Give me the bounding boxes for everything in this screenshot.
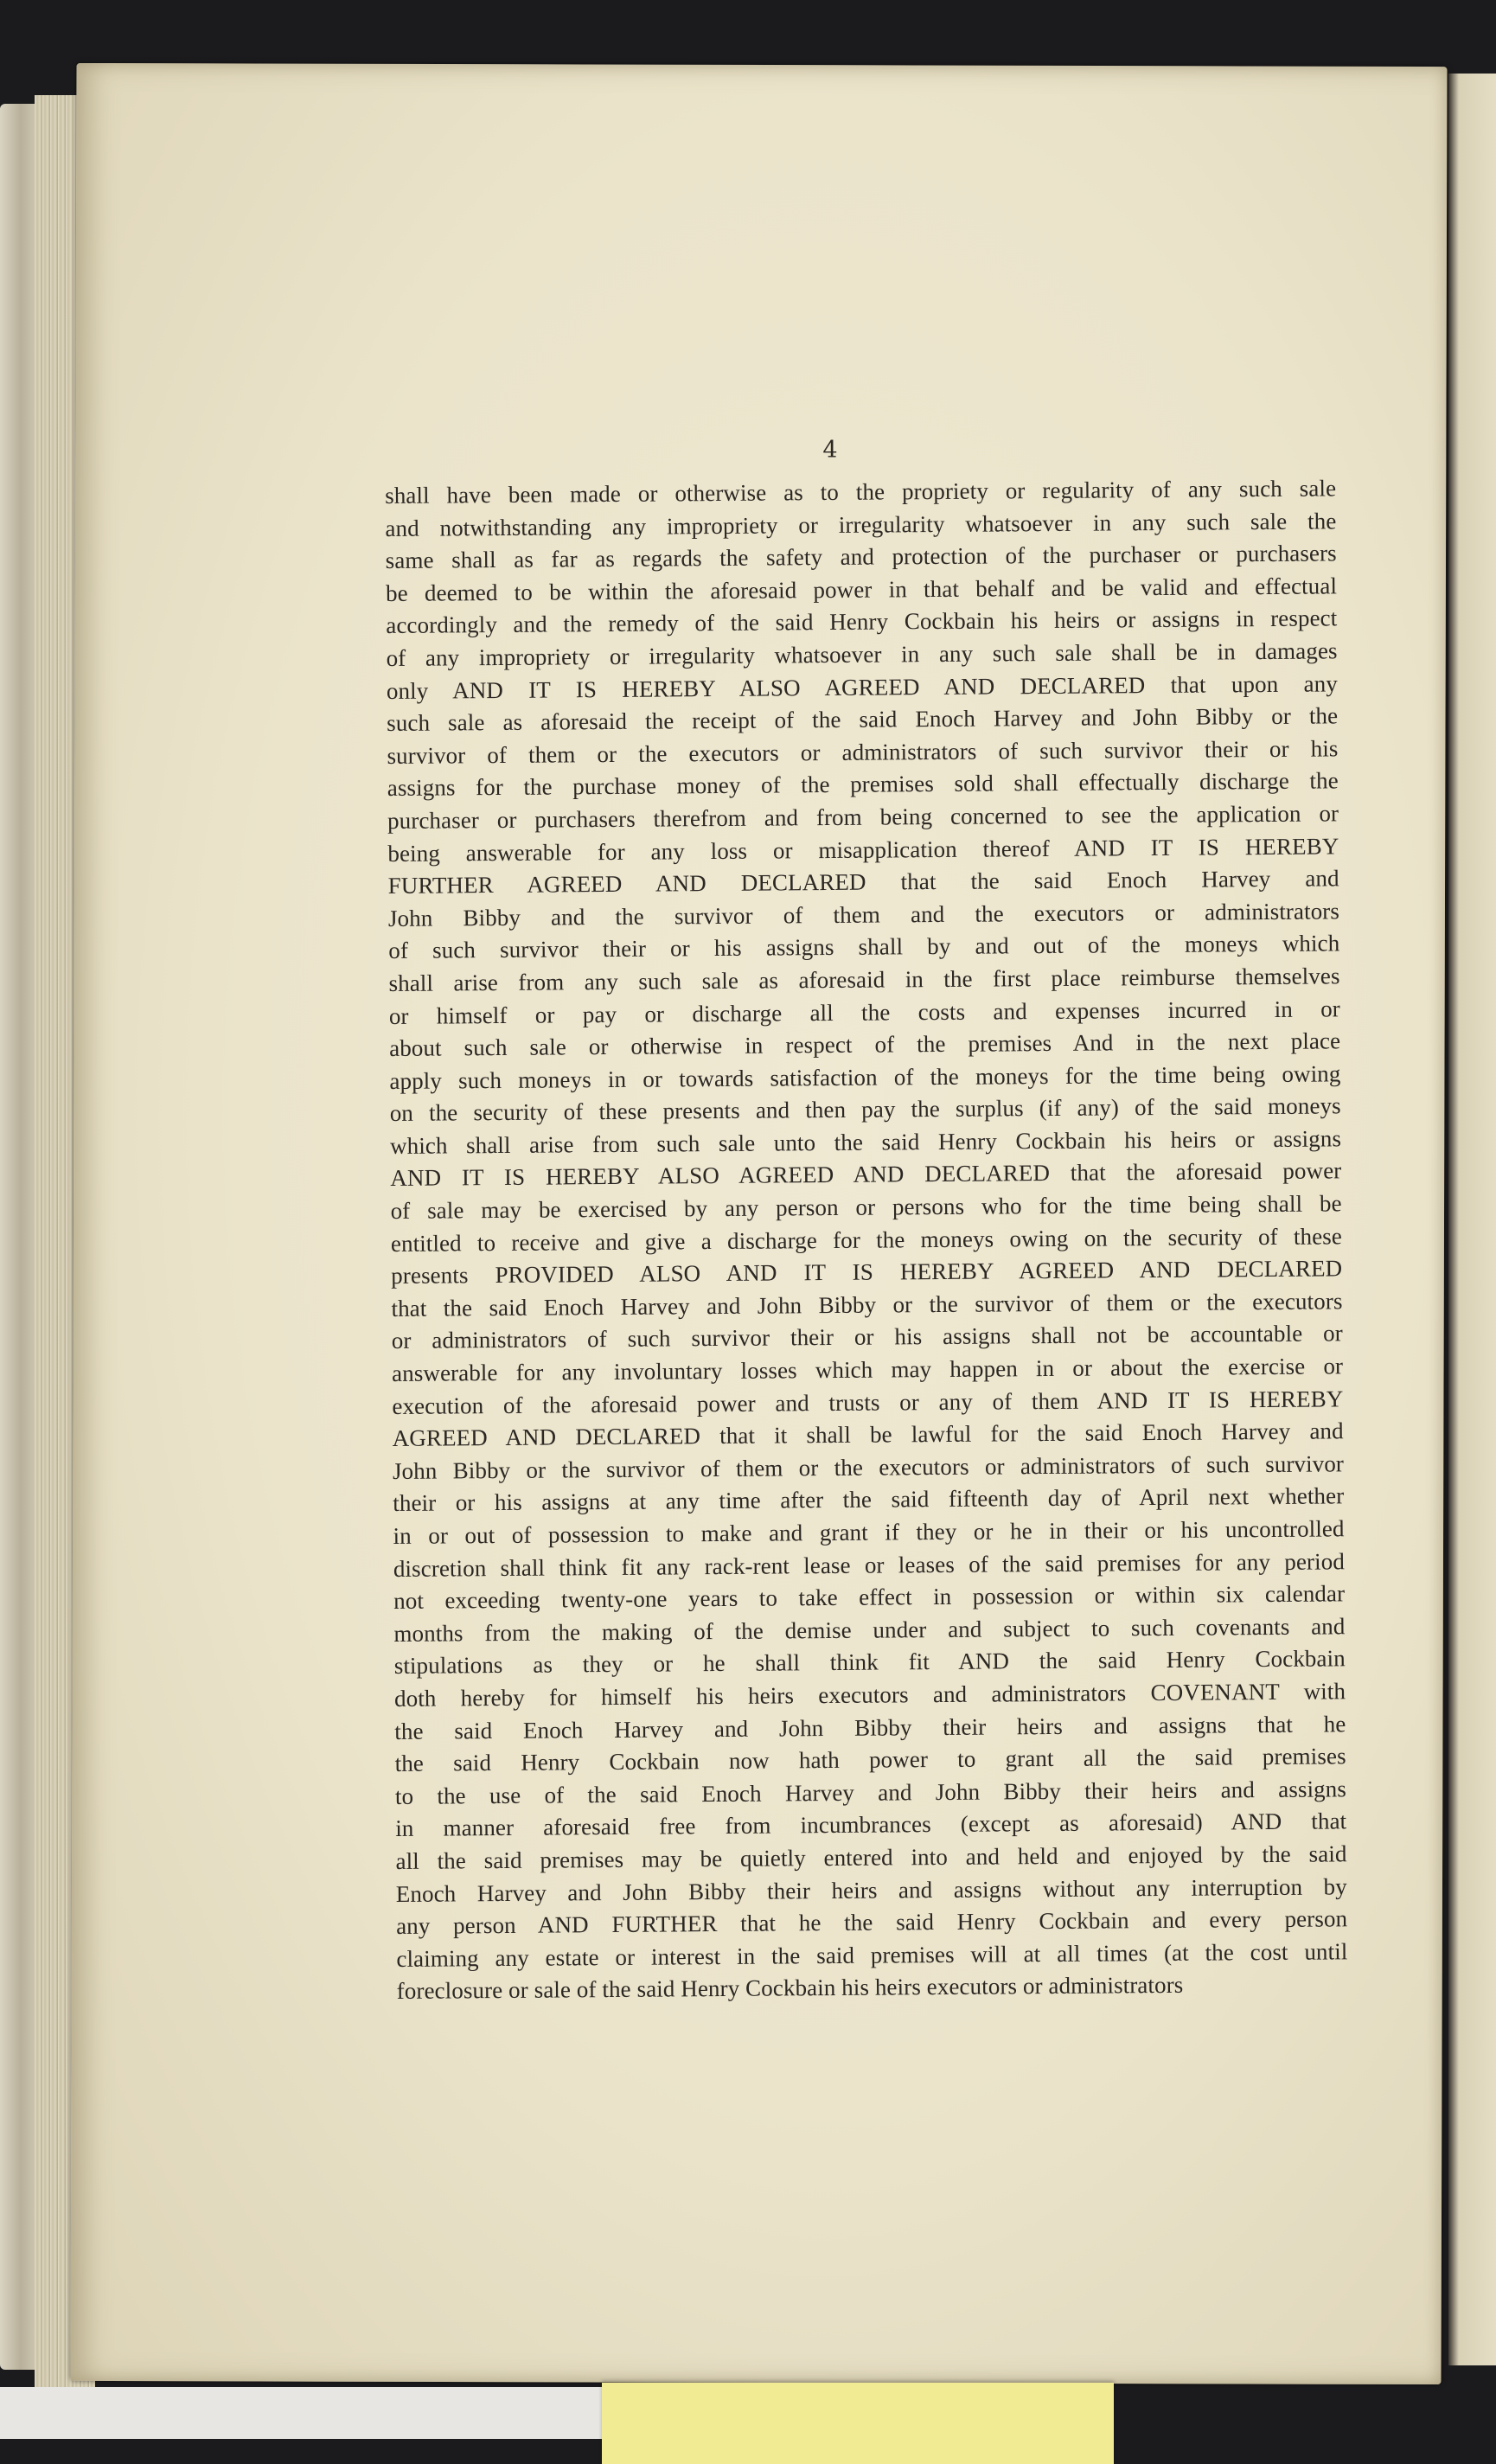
text-line: months from the making of the demise under and subject to such covenants and [393, 1613, 1346, 1647]
text-line: on the security of these presents and then pay the surplus (if any) of the said moneys [389, 1092, 1341, 1127]
text-line: of sale may be exercised by any person or persons who for the time being shall be [390, 1190, 1342, 1225]
text-line: AGREED AND DECLARED that it shall be lawful for the said Enoch Harvey and [392, 1418, 1344, 1452]
text-line: in manner aforesaid free from incumbrances (except as aforesaid) AND that [395, 1808, 1347, 1842]
text-line: be deemed to be within the aforesaid power in that behalf and be valid and effectual [385, 573, 1338, 606]
background-paper-strip [0, 2387, 657, 2439]
text-line: or himself or pay or discharge all the costs and expenses incurred in or [388, 995, 1340, 1029]
text-line: AND IT IS HEREBY ALSO AGREED AND DECLARED that the aforesaid power [390, 1157, 1342, 1192]
text-line: presents PROVIDED ALSO AND IT IS HEREBY AGREED AND DECLARED [391, 1255, 1343, 1290]
text-line: stipulations as they or he shall think fit AND the said Henry Cockbain [393, 1645, 1346, 1680]
text-line: survivor of them or the executors or administrators of such survivor their or his [387, 735, 1339, 769]
text-line: shall have been made or otherwise as to the propriety or regularity of any such sale [385, 475, 1337, 509]
text-line: the said Enoch Harvey and John Bibby their heirs and assigns that he [394, 1710, 1346, 1744]
text-line: discretion shall think fit any rack-rent lease or leases of the said premises for any period [393, 1547, 1345, 1582]
text-line: purchaser or purchasers therefrom and from being concerned to see the application or [387, 800, 1339, 834]
text-line: same shall as far as regards the safety and protection of the purchaser or purchasers [385, 540, 1337, 574]
text-line: FURTHER AGREED AND DECLARED that the said Enoch Harvey and [387, 865, 1339, 899]
text-line: accordingly and the remedy of the said Henry Cockbain his heirs or assigns in respect [386, 605, 1338, 639]
text-line: such sale as aforesaid the receipt of the said Enoch Harvey and John Bibby or the [387, 702, 1339, 737]
text-line: assigns for the purchase money of the premises sold shall effectually discharge the [387, 767, 1339, 802]
text-line: only AND IT IS HEREBY ALSO AGREED AND DECLARED that upon any [386, 669, 1338, 704]
facing-page-edge [1448, 74, 1496, 2365]
text-line: the said Henry Cockbain now hath power to grant all the said premises [394, 1743, 1346, 1777]
text-line: to the use of the said Enoch Harvey and John Bibby their heirs and assigns [394, 1776, 1347, 1809]
text-line: not exceeding twenty-one years to take effect in possession or within six calendar [393, 1580, 1346, 1615]
text-line: apply such moneys in or towards satisfaction of the moneys for the time being owing [389, 1060, 1341, 1094]
text-line: which shall arise from such sale unto the said Henry Cockbain his heirs or assigns [389, 1125, 1342, 1159]
text-line: execution of the aforesaid power and trusts or any of them AND IT IS HEREBY [392, 1385, 1344, 1419]
text-line: doth hereby for himself his heirs executors and administrators COVENANT with [393, 1678, 1346, 1712]
yellow-bookmark-tab [602, 2383, 1114, 2464]
text-line: John Bibby and the survivor of them and the executors or administrators [387, 898, 1340, 931]
text-line: of such survivor their or his assigns shall by and out of the moneys which [388, 930, 1340, 964]
text-line: claiming any estate or interest in the said premises will at all times (at the cost until [396, 1938, 1348, 1972]
text-line: and notwithstanding any impropriety or irregularity whatsoever in any such sale the [385, 507, 1337, 541]
text-line: foreclosure or sale of the said Henry Cockbain his heirs executors or administrators [396, 1972, 1184, 2005]
text-line: all the said premises may be quietly entered into and held and enjoyed by the said [395, 1840, 1347, 1874]
text-line: about such sale or otherwise in respect of the premises And in the next place [389, 1027, 1341, 1062]
text-line: entitled to receive and give a discharge for the moneys owing on the security of these [390, 1222, 1343, 1257]
text-line: shall arise from any such sale as aforesaid in the first place reimburse themselves [388, 963, 1340, 996]
page-number: 4 [822, 437, 838, 464]
text-line: in or out of possession to make and grant if they or he in their or his uncontrolled [393, 1515, 1345, 1549]
text-line: or administrators of such survivor their or his assigns shall not be accountable or [391, 1320, 1343, 1354]
text-line: of any impropriety or irregularity whatsoever in any such sale shall be in damages [386, 637, 1338, 671]
text-line: that the said Enoch Harvey and John Bibby or the survivor of them or the executors [391, 1288, 1343, 1322]
text-line: being answerable for any loss or misapplication thereof AND IT IS HEREBY [387, 832, 1339, 867]
text-line: their or his assigns at any time after the said fifteenth day of April next whether [393, 1482, 1345, 1517]
text-line: any person AND FURTHER that he the said Henry Cockbain and every person [396, 1905, 1348, 1940]
body-text [385, 472, 1348, 2007]
text-line: Enoch Harvey and John Bibby their heirs and assigns without any interruption by [395, 1872, 1347, 1907]
text-line: answerable for any involuntary losses which may happen in or about the exercise or [391, 1353, 1344, 1386]
text-line: John Bibby or the survivor of them or the executors or administrators of such survivor [392, 1450, 1345, 1484]
